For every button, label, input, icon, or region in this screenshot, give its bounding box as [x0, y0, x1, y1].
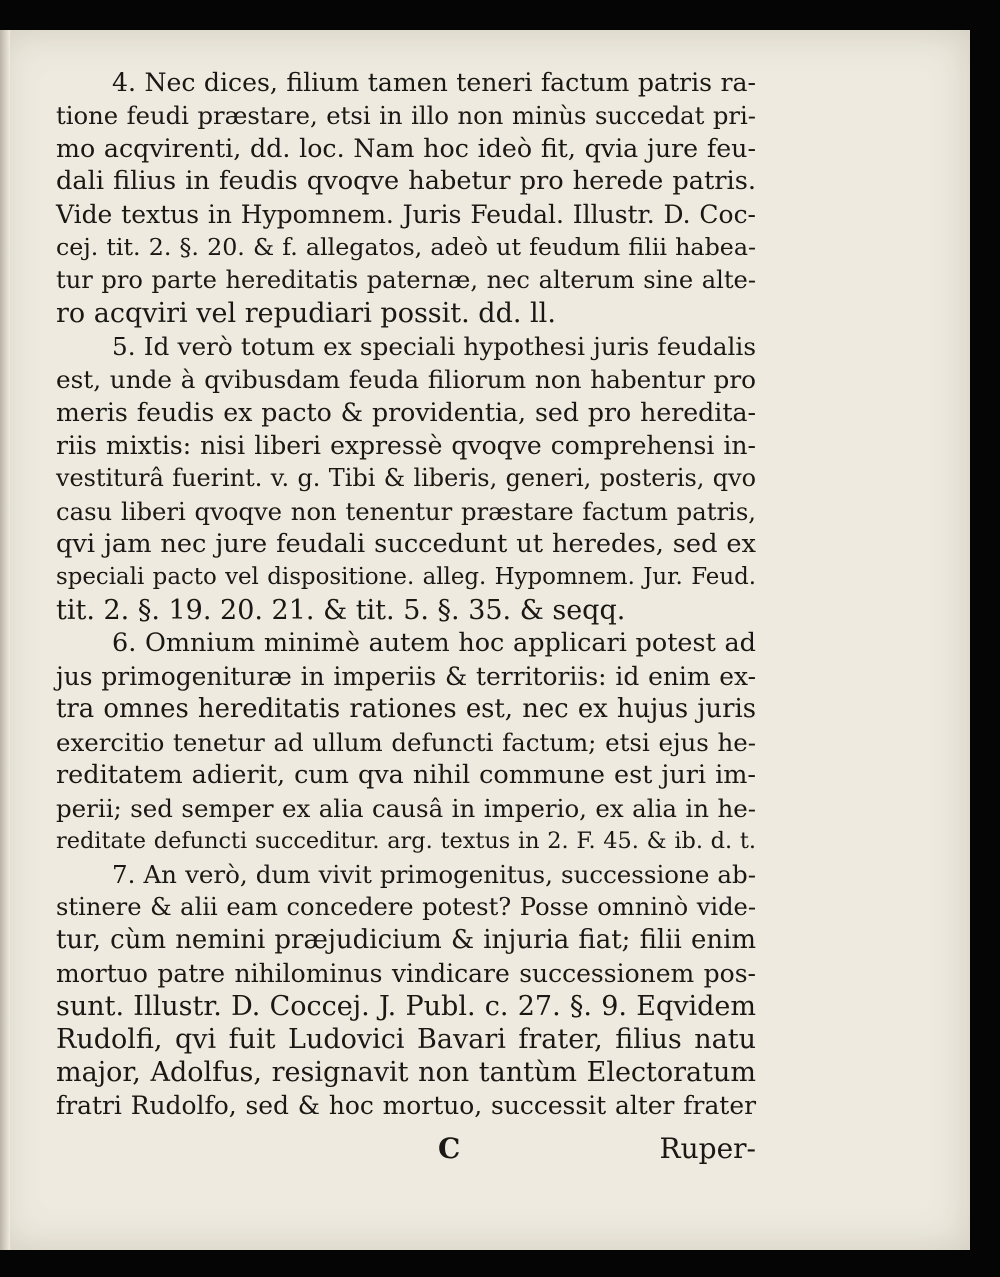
text-line: ro acqviri vel repudiari possit. dd. ll. [56, 298, 556, 329]
text-line: cej. tit. 2. §. 20. & f. allegatos, adeò ut feudum filii habea- [56, 233, 756, 261]
text-line: mortuo patre nihilominus vindicare successionem pos- [56, 959, 756, 988]
text-line: 6. Omnium minimè autem hoc applicari potest ad [112, 628, 756, 658]
text-line: mo acqvirenti, dd. loc. Nam hoc ideò fit, qvia jure feu- [56, 134, 756, 163]
text-line: fratri Rudolfo, sed & hoc mortuo, successit alter frater [56, 1091, 756, 1120]
text-line: sunt. Illustr. D. Coccej. J. Publ. c. 27. §. 9. Eqvidem [56, 991, 756, 1022]
text-line: reditate defuncti succeditur. arg. textus in 2. F. 45. & ib. d. t. [56, 828, 756, 854]
text-line: Rudolfi, qvi fuit Ludovici Bavari frater, filius natu [56, 1024, 756, 1055]
body-text [56, 66, 756, 1122]
text-line: tur, cùm nemini præjudicium & injuria fiat; filii enim [56, 925, 756, 955]
text-line: exercitio tenetur ad ullum defuncti factum; etsi ejus he- [56, 728, 756, 757]
text-line: qvi jam nec jure feudali succedunt ut heredes, sed ex [56, 529, 756, 559]
text-line: tra omnes hereditatis rationes est, nec ex hujus juris [56, 694, 756, 724]
text-line: tione feudi præstare, etsi in illo non minùs succedat pri- [56, 101, 756, 130]
text-line: riis mixtis: nisi liberi expressè qvoqve comprehensi in- [56, 431, 756, 460]
text-line: stinere & alii eam concedere potest? Posse omninò vide- [56, 893, 756, 921]
text-line: est, unde à qvibusdam feuda filiorum non habentur pro [56, 365, 756, 394]
text-line: vestiturâ fuerint. v. g. Tibi & liberis, generi, posteris, qvo [56, 464, 756, 492]
text-line: tur pro parte hereditatis paternæ, nec alterum sine alte- [56, 266, 756, 294]
text-line: major, Adolfus, resignavit non tantùm Electoratum [56, 1057, 756, 1088]
text-line: 4. Nec dices, filium tamen teneri factum patris ra- [112, 68, 756, 97]
text-line: casu liberi qvoqve non tenentur præstare factum patris, [56, 497, 756, 526]
text-line: 7. An verò, dum vivit primogenitus, successione ab- [112, 860, 756, 889]
catchword: Ruper- [659, 1132, 756, 1165]
text-line: meris feudis ex pacto & providentia, sed pro heredita- [56, 398, 756, 427]
text-line: dali filius in feudis qvoqve habetur pro herede patris. [56, 166, 756, 196]
text-line: perii; sed semper ex alia causâ in imperio, ex alia in he- [56, 794, 756, 823]
page-gutter [0, 30, 10, 1250]
text-line: tit. 2. §. 19. 20. 21. & tit. 5. §. 35. & seqq. [56, 595, 626, 626]
text-line: reditatem adierit, cum qva nihil commune est juri im- [56, 760, 756, 790]
book-page [0, 30, 970, 1250]
text-line: 5. Id verò totum ex speciali hypothesi juris feudalis [112, 332, 756, 361]
page-footer [56, 1132, 756, 1172]
text-line: speciali pacto vel dispositione. alleg. Hypomnem. Jur. Feud. [56, 564, 756, 590]
text-line: Vide textus in Hypomnem. Juris Feudal. Illustr. D. Coc- [56, 200, 756, 229]
text-line: jus primogenituræ in imperiis & territoriis: id enim ex- [56, 662, 756, 691]
signature-mark: C [438, 1132, 461, 1165]
